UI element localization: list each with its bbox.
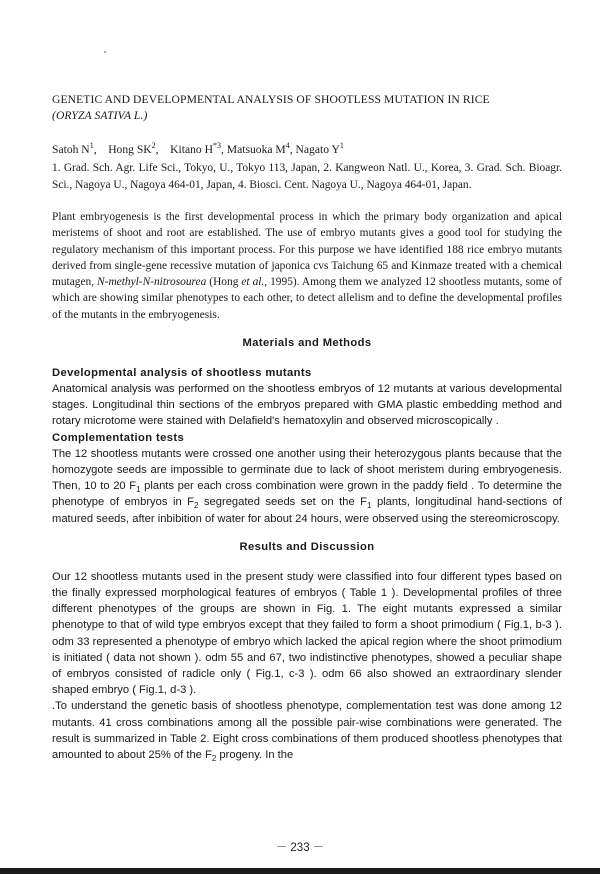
author: Satoh $N^1$ — [52, 141, 94, 156]
complementation-tests-text: The 12 shootless mutants were crossed one another using their heterozygous plants because that the homozygote seeds are impossible to germinate due to lack of shoot meristem during embryogenesis. Then, 10 to 20 $F_1$ plants per each cross combination were grown in the paddy field . To determine the phenotype of embryos in $F_2$ segregated seeds set on the $F_1$ plants, longitudinal hand-sections of matured seeds, after inbibition of water for about 24 hours, were observed using the stereomicroscopy. — [52, 447, 562, 525]
author: Nagato $Y^1$ — [295, 141, 344, 156]
results-paragraph-2: .To understand the genetic basis of shootless phenotype, complementation test was done among 12 mutants. 41 cross combinations among all the possible pair-wise combinations were generated. The result is summarized in Table 2. Eight cross combinations of them produced shootless phenotypes that amounted to about 25% of the $F_2$ progeny. In the — [52, 700, 562, 764]
author: Hong $SK^2$ — [108, 141, 156, 156]
scan-speck — [104, 51, 106, 53]
title-line-2: (ORYZA SATIVA L.) — [52, 109, 148, 122]
subheading-developmental-analysis: Developmental analysis of shootless mutants — [52, 367, 312, 380]
author: Kitano $H^{*3}$ — [170, 141, 221, 156]
developmental-analysis-text: Anatomical analysis was performed on the shootless embryos of 12 mutants at various developmental stages. Longitudinal thin sections of the embryos prepared with GMA plastic embedding method and rotary microtome were stained with Delafield's hematoxylin and observed microscopically . — [52, 383, 562, 428]
intro-paragraph: Plant embryogenesis is the first developmental process in which the primary body organization and apical meristems of shoot and root are established. The use of embryo mutants gives a good tool for studying the regulatory mechanism of this important process. For this purpose we have identified 188 rice embryo mutants derived from single-gene recessive mutation of japonica cvs Taichung 65 and Kinmaze treated with a chemical mutagen, N-methyl-N-nitrosourea (Hong et al., 1995). Among them we analyzed 12 shootless mutants, some of which are showing similar phenotypes to each other, to detect allelism and to define the developmental profiles of the mutants in the embryogenesis. — [52, 211, 562, 321]
paper-title — [52, 92, 562, 124]
paper-page — [52, 92, 562, 763]
subheading-complementation-tests: Complementation tests — [52, 431, 185, 444]
section-heading-results: Results and Discussion — [239, 540, 375, 553]
page-number: － 233 － — [275, 842, 325, 854]
scan-border — [0, 868, 600, 874]
author: Matsuoka $M^4$ — [226, 141, 290, 156]
author-list: Satoh $N^1$, Hong $SK^2$, Kitano $H^{*3}$, Matsuoka $M^4$, Nagato $Y^1$ — [52, 141, 344, 156]
section-heading-methods: Materials and Methods — [242, 337, 372, 350]
title-line-1: GENETIC AND DEVELOPMENTAL ANALYSIS OF SHOOTLESS MUTATION IN RICE — [52, 93, 490, 106]
results-paragraph-1: Our 12 shootless mutants used in the present study were classified into four different types based on the finally expressed morphological features of embryos ( Table 1 ). Developmental profiles of three different phenotypes of the groups are shown in Fig. 1. The eight mutants expressed a similar phenotype to that of wild type embryos except that they failed to form a shoot primodium ( Fig.1, b-3 ). odm 33 represented a phenotype of embryo which lacked the apical region where the shoot primodium is initiated ( data not shown ). odm 55 and 67, two indistinctive phenotypes, showed a peculiar shape of embryos consisted of radicle only ( Fig.1, c-3 ). odm 66 also showed an extraordinary slender shaped embryo ( Fig.1, d-3 ). — [52, 570, 562, 697]
affiliations: 1. Grad. Sch. Agr. Life Sci., Tokyo, U., Tokyo 113, Japan, 2. Kangweon Natl. U., Korea, 3. Grad. Sch. Bioagr. Sci., Nagoya U., Nagoya 464-01, Japan, 4. Biosci. Cent. Nagoya U., Nagoya 464-01, Japan. — [52, 162, 562, 191]
